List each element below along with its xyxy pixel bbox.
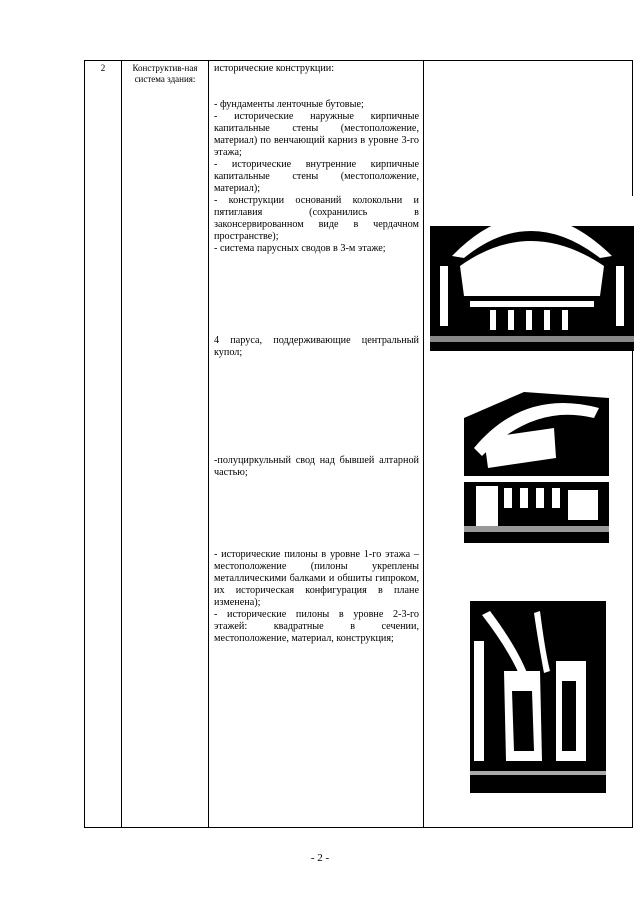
row-number: 2 — [100, 63, 106, 73]
vault-text: -полуциркульный свод над бывшей алтарной частью; — [214, 455, 419, 478]
list-item: - исторические внутренние кирпичные капитальные стены (местоположение, материал); — [214, 159, 419, 194]
element-name-cell — [122, 61, 209, 828]
table-row — [85, 61, 633, 828]
pylon-item: - исторические пилоны в уровне 2-3-го этажей: квадратные в сечении, местоположение, материал, конструкция; — [214, 609, 419, 644]
structure-table — [84, 60, 633, 828]
element-name: Конструктив-ная система здания: — [132, 63, 198, 84]
page-number: - 2 - — [310, 852, 330, 864]
pylons-photo — [470, 601, 606, 793]
description-cell — [209, 61, 424, 828]
list-item: - исторические наружные кирпичные капитальные стены (местоположение, материал) по венчающий карниз в уровне 3-го этажа; — [214, 111, 419, 158]
pendentives-text: 4 паруса, поддерживающие центральный купол; — [214, 335, 419, 358]
constructions-heading: исторические конструкции: — [214, 63, 335, 74]
pylon-item: - исторические пилоны в уровне 1-го этажа – местоположение (пилоны укреплены металлическими балками и обшиты гипроком, их историческая конфигурация в плане изменена); — [214, 549, 419, 608]
vault-photo — [464, 378, 609, 543]
photo-cell — [424, 61, 633, 828]
arch-photo — [430, 196, 634, 351]
list-item: - фундаменты ленточные бутовые; — [214, 99, 364, 110]
row-number-cell — [85, 61, 122, 828]
list-item: - конструкции оснований колокольни и пятиглавия (сохранились в законсервированном виде в чердачном пространстве); — [214, 195, 419, 242]
list-item: - система парусных сводов в 3-м этаже; — [214, 243, 386, 254]
